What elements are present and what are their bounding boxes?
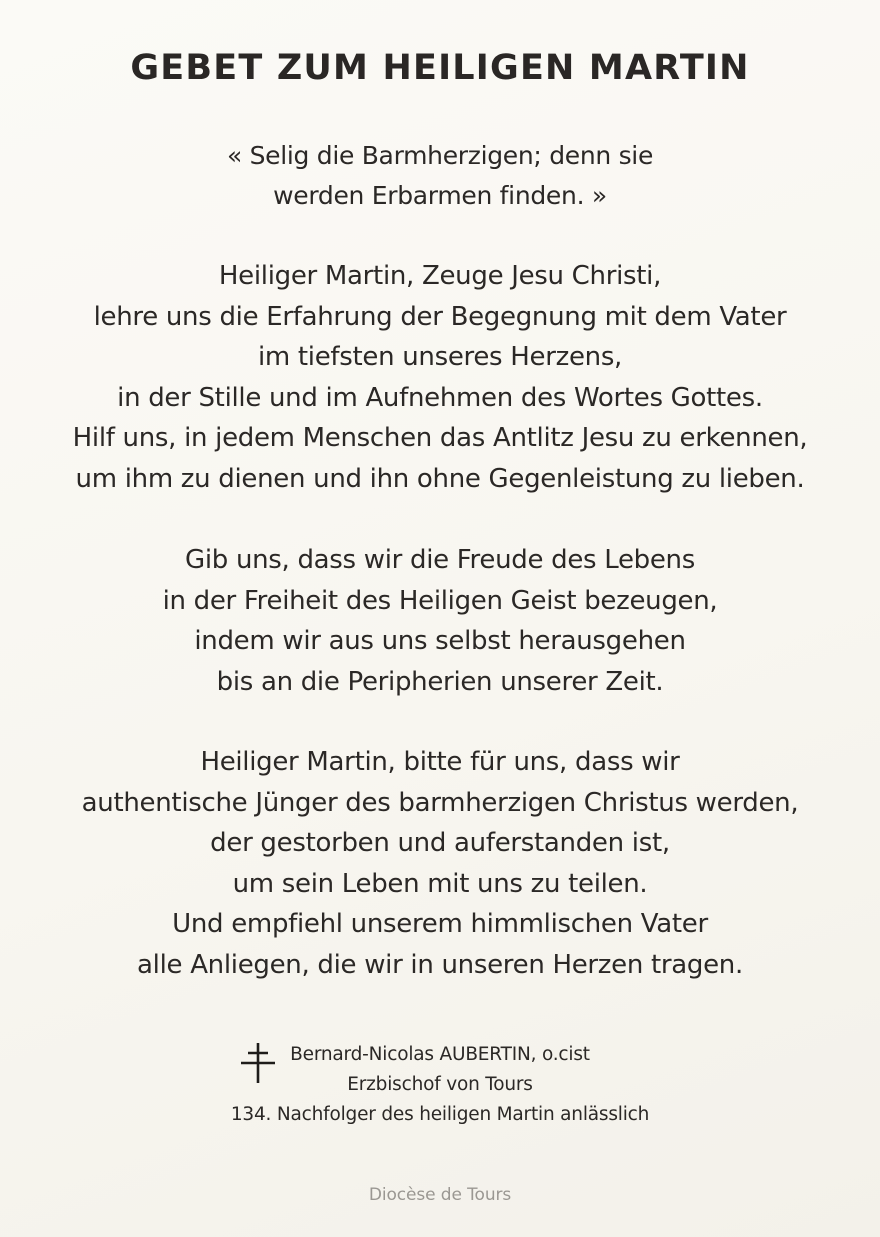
prayer-line: lehre uns die Erfahrung der Begegnung mit dem Vater	[93, 301, 787, 332]
prayer-line: Und empfiehl unserem himmlischen Vater	[172, 909, 708, 939]
prayer-line: in der Stille und im Aufnehmen des Wortes Gottes.	[117, 382, 763, 413]
archbishop-cross-icon	[240, 1042, 276, 1084]
prayer-line: alle Anliegen, die wir in unseren Herzen tragen.	[137, 949, 743, 980]
prayer-line: Heiliger Martin, Zeuge Jesu Christi,	[218, 261, 662, 291]
prayer-line: im tiefsten unseres Herzens,	[257, 342, 623, 372]
prayer-line: Hilf uns, in jedem Menschen das Antlitz Jesu zu erkennen,	[72, 423, 808, 453]
signature-block	[0, 1040, 880, 1130]
prayer-stanza-1	[0, 256, 880, 499]
diocese-footer: Diocèse de Tours	[368, 1185, 512, 1205]
prayer-line: in der Freiheit des Heiligen Geist bezeugen,	[162, 585, 718, 616]
signatory-note: 134. Nachfolger des heiligen Martin anlässlich	[230, 1104, 650, 1125]
prayer-line: Heiliger Martin, bitte für uns, dass wir	[200, 747, 680, 777]
prayer-stanza-3	[0, 742, 880, 985]
prayer-line: indem wir aus uns selbst herausgehen	[194, 626, 686, 656]
verse-line: « Selig die Barmherzigen; denn sie	[226, 141, 654, 170]
prayer-line: um ihm zu dienen und ihn ohne Gegenleistung zu lieben.	[75, 463, 805, 494]
prayer-stanza-2	[0, 540, 880, 702]
signatory-role: Erzbischof von Tours	[347, 1074, 533, 1095]
prayer-line: der gestorben und auferstanden ist,	[210, 828, 670, 858]
prayer-title: GEBET ZUM HEILIGEN MARTIN	[130, 48, 750, 88]
signatory-name: Bernard-Nicolas AUBERTIN, o.cist	[290, 1044, 590, 1065]
verse-line: werden Erbarmen finden. »	[273, 181, 607, 210]
bible-verse	[0, 136, 880, 216]
prayer-line: bis an die Peripherien unserer Zeit.	[216, 666, 664, 697]
prayer-line: um sein Leben mit uns zu teilen.	[232, 868, 648, 899]
prayer-line: Gib uns, dass wir die Freude des Lebens	[185, 545, 695, 575]
prayer-line: authentische Jünger des barmherzigen Christus werden,	[81, 787, 799, 818]
